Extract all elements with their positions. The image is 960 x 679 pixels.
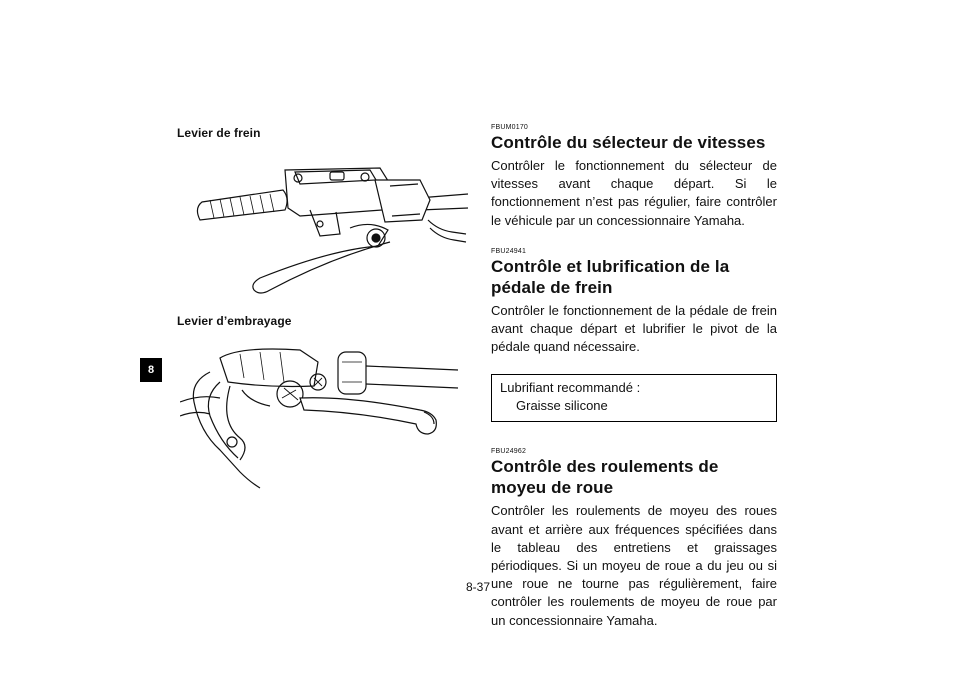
chapter-tab: 8 xyxy=(140,358,162,382)
lubricant-label: Lubrifiant recommandé : xyxy=(500,380,641,396)
brake-lever-caption: Levier de frein xyxy=(177,126,261,140)
section-title: Contrôle et lubrification de la pédale de frein xyxy=(491,256,730,297)
section-body: Contrôler les roulements de moyeu des roues avant et arrière aux fréquences spécifiées dans le tableau des entretiens et graissages périodiques. Si un moyeu de roue a du jeu ou si une roue ne tourne pas régulièrement, faire contrôler les roulements de moyeu de roue par un concessionnaire Yamaha. xyxy=(491,503,777,628)
section-code: FBU24962 xyxy=(491,448,527,456)
clutch-lever-illustration xyxy=(180,342,460,490)
section-code: FBUM0170 xyxy=(491,124,529,131)
section-title: Contrôle du sélecteur de vitesses xyxy=(491,133,766,152)
section-shift-selector xyxy=(491,124,777,230)
section-wheel-bearings xyxy=(491,448,777,629)
page-number: 8-37 xyxy=(466,580,491,594)
section-title: Contrôle des roulements de moyeu de roue xyxy=(491,457,719,498)
lubricant-box xyxy=(491,374,777,422)
section-code: FBU24941 xyxy=(491,247,527,255)
clutch-lever-caption: Levier d’embrayage xyxy=(177,314,292,328)
section-body: Contrôler le fonctionnement du sélecteur de vitesses avant chaque départ. Si le fonctionnement n’est pas régulier, faire contrôler le véhicule par un concessionnaire Yamaha. xyxy=(491,158,777,228)
brake-lever-illustration xyxy=(190,150,470,300)
section-body: Contrôler le fonctionnement de la pédale de frein avant chaque départ et lubrifier le pivot de la pédale quand nécessaire. xyxy=(491,302,777,355)
lubricant-value: Graisse silicone xyxy=(516,398,608,414)
section-brake-pedal xyxy=(491,248,777,357)
right-column xyxy=(491,124,777,648)
